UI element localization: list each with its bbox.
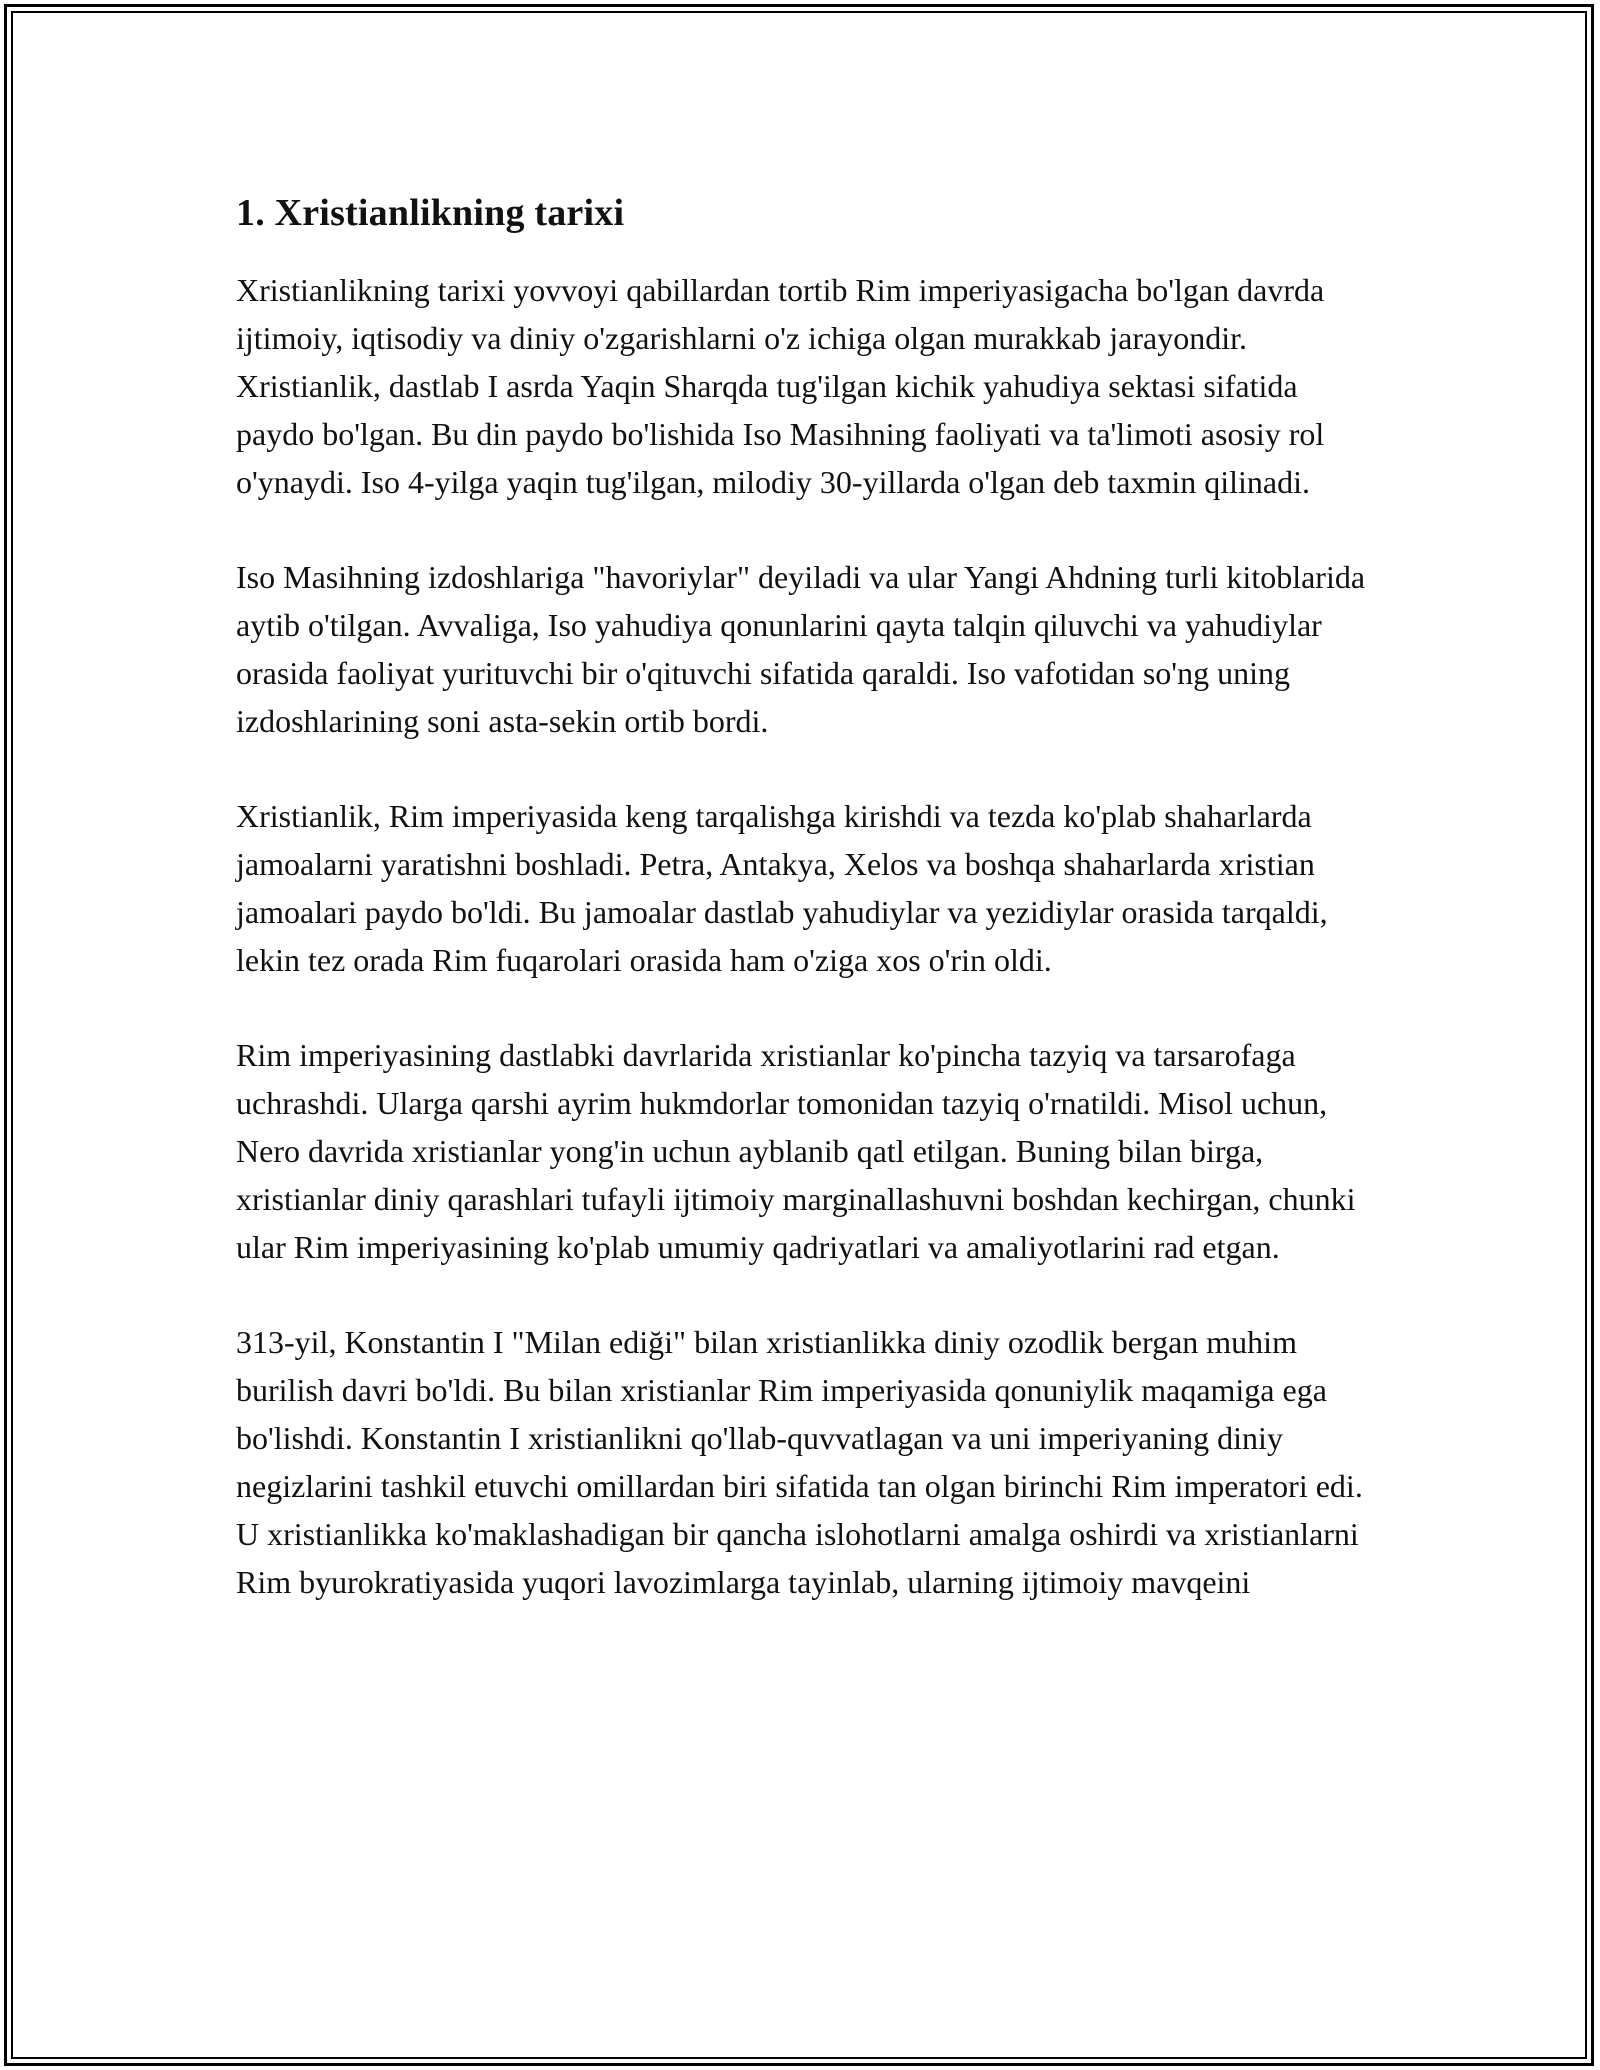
paragraph-2: Iso Masihning izdoshlariga "havoriylar" deyiladi va ular Yangi Ahdning turli kitoblarida aytib o'tilgan. Avvaliga, Iso yahudiya qonunlarini qayta talqin qiluvchi va yahudiylar orasida faoliyat yurituvchi bir o'qituvchi sifatida qaraldi. Iso vafotidan so'ng uning izdoshlarining soni asta-sekin ortib bordi. bbox=[236, 559, 1366, 739]
paragraph-4: Rim imperiyasining dastlabki davrlarida xristianlar ko'pincha tazyiq va tarsarofaga uchrashdi. Ularga qarshi ayrim hukmdorlar tomonidan tazyiq o'rnatildi. Misol uchun, Nero davrida xristianlar yong'in uchun ayblanib qatl etilgan. Buning bilan birga, xristianlar diniy qarashlari tufayli ijtimoiy marginallashuvni boshdan kechirgan, chunki ular Rim imperiyasining ko'plab umumiy qadriyatlari va amaliyotlarini rad etgan. bbox=[236, 1037, 1356, 1265]
paragraph-1: Xristianlikning tarixi yovvoyi qabillardan tortib Rim imperiyasigacha bo'lgan davrda ijtimoiy, iqtisodiy va diniy o'zgarishlarni o'z ichiga olgan murakkab jarayondir. Xristianlik, dastlab I asrda Yaqin Sharqda tug'ilgan kichik yahudiya sektasi sifatida paydo bo'lgan. Bu din paydo bo'lishida Iso Masihning faoliyati va ta'limoti asosiy rol o'ynaydi. Iso 4-yilga yaqin tug'ilgan, milodiy 30-yillarda o'lgan deb taxmin qilinadi. bbox=[236, 272, 1325, 500]
paragraph-3: Xristianlik, Rim imperiyasida keng tarqalishga kirishdi va tezda ko'plab shaharlarda jamoalarni yaratishni boshladi. Petra, Antakya, Xelos va boshqa shaharlarda xristian jamoalari paydo bo'ldi. Bu jamoalar dastlab yahudiylar va yezidiylar orasida tarqaldi, lekin tez orada Rim fuqarolari orasida ham o'ziga xos o'rin oldi. bbox=[236, 798, 1328, 978]
paragraph-5: 313-yil, Konstantin I "Milan ediği" bilan xristianlikka diniy ozodlik bergan muhim burilish davri bo'ldi. Bu bilan xristianlar Rim imperiyasida qonuniylik maqamiga ega bo'lishdi. Konstantin I xristianlikni qo'llab-quvvatlagan va uni imperiyaning diniy negizlarini tashkil etuvchi omillardan biri sifatida tan olgan birinchi Rim imperatori edi. U xristianlikka ko'maklashadigan bir qancha islohotlarni amalga oshirdi va xristianlarni Rim byurokratiyasida yuqori lavozimlarga tayinlab, ularning ijtimoiy mavqeini bbox=[236, 1324, 1363, 1600]
section-heading: 1. Xristianlikning tarixi bbox=[236, 192, 625, 234]
document-body bbox=[236, 188, 1376, 1653]
